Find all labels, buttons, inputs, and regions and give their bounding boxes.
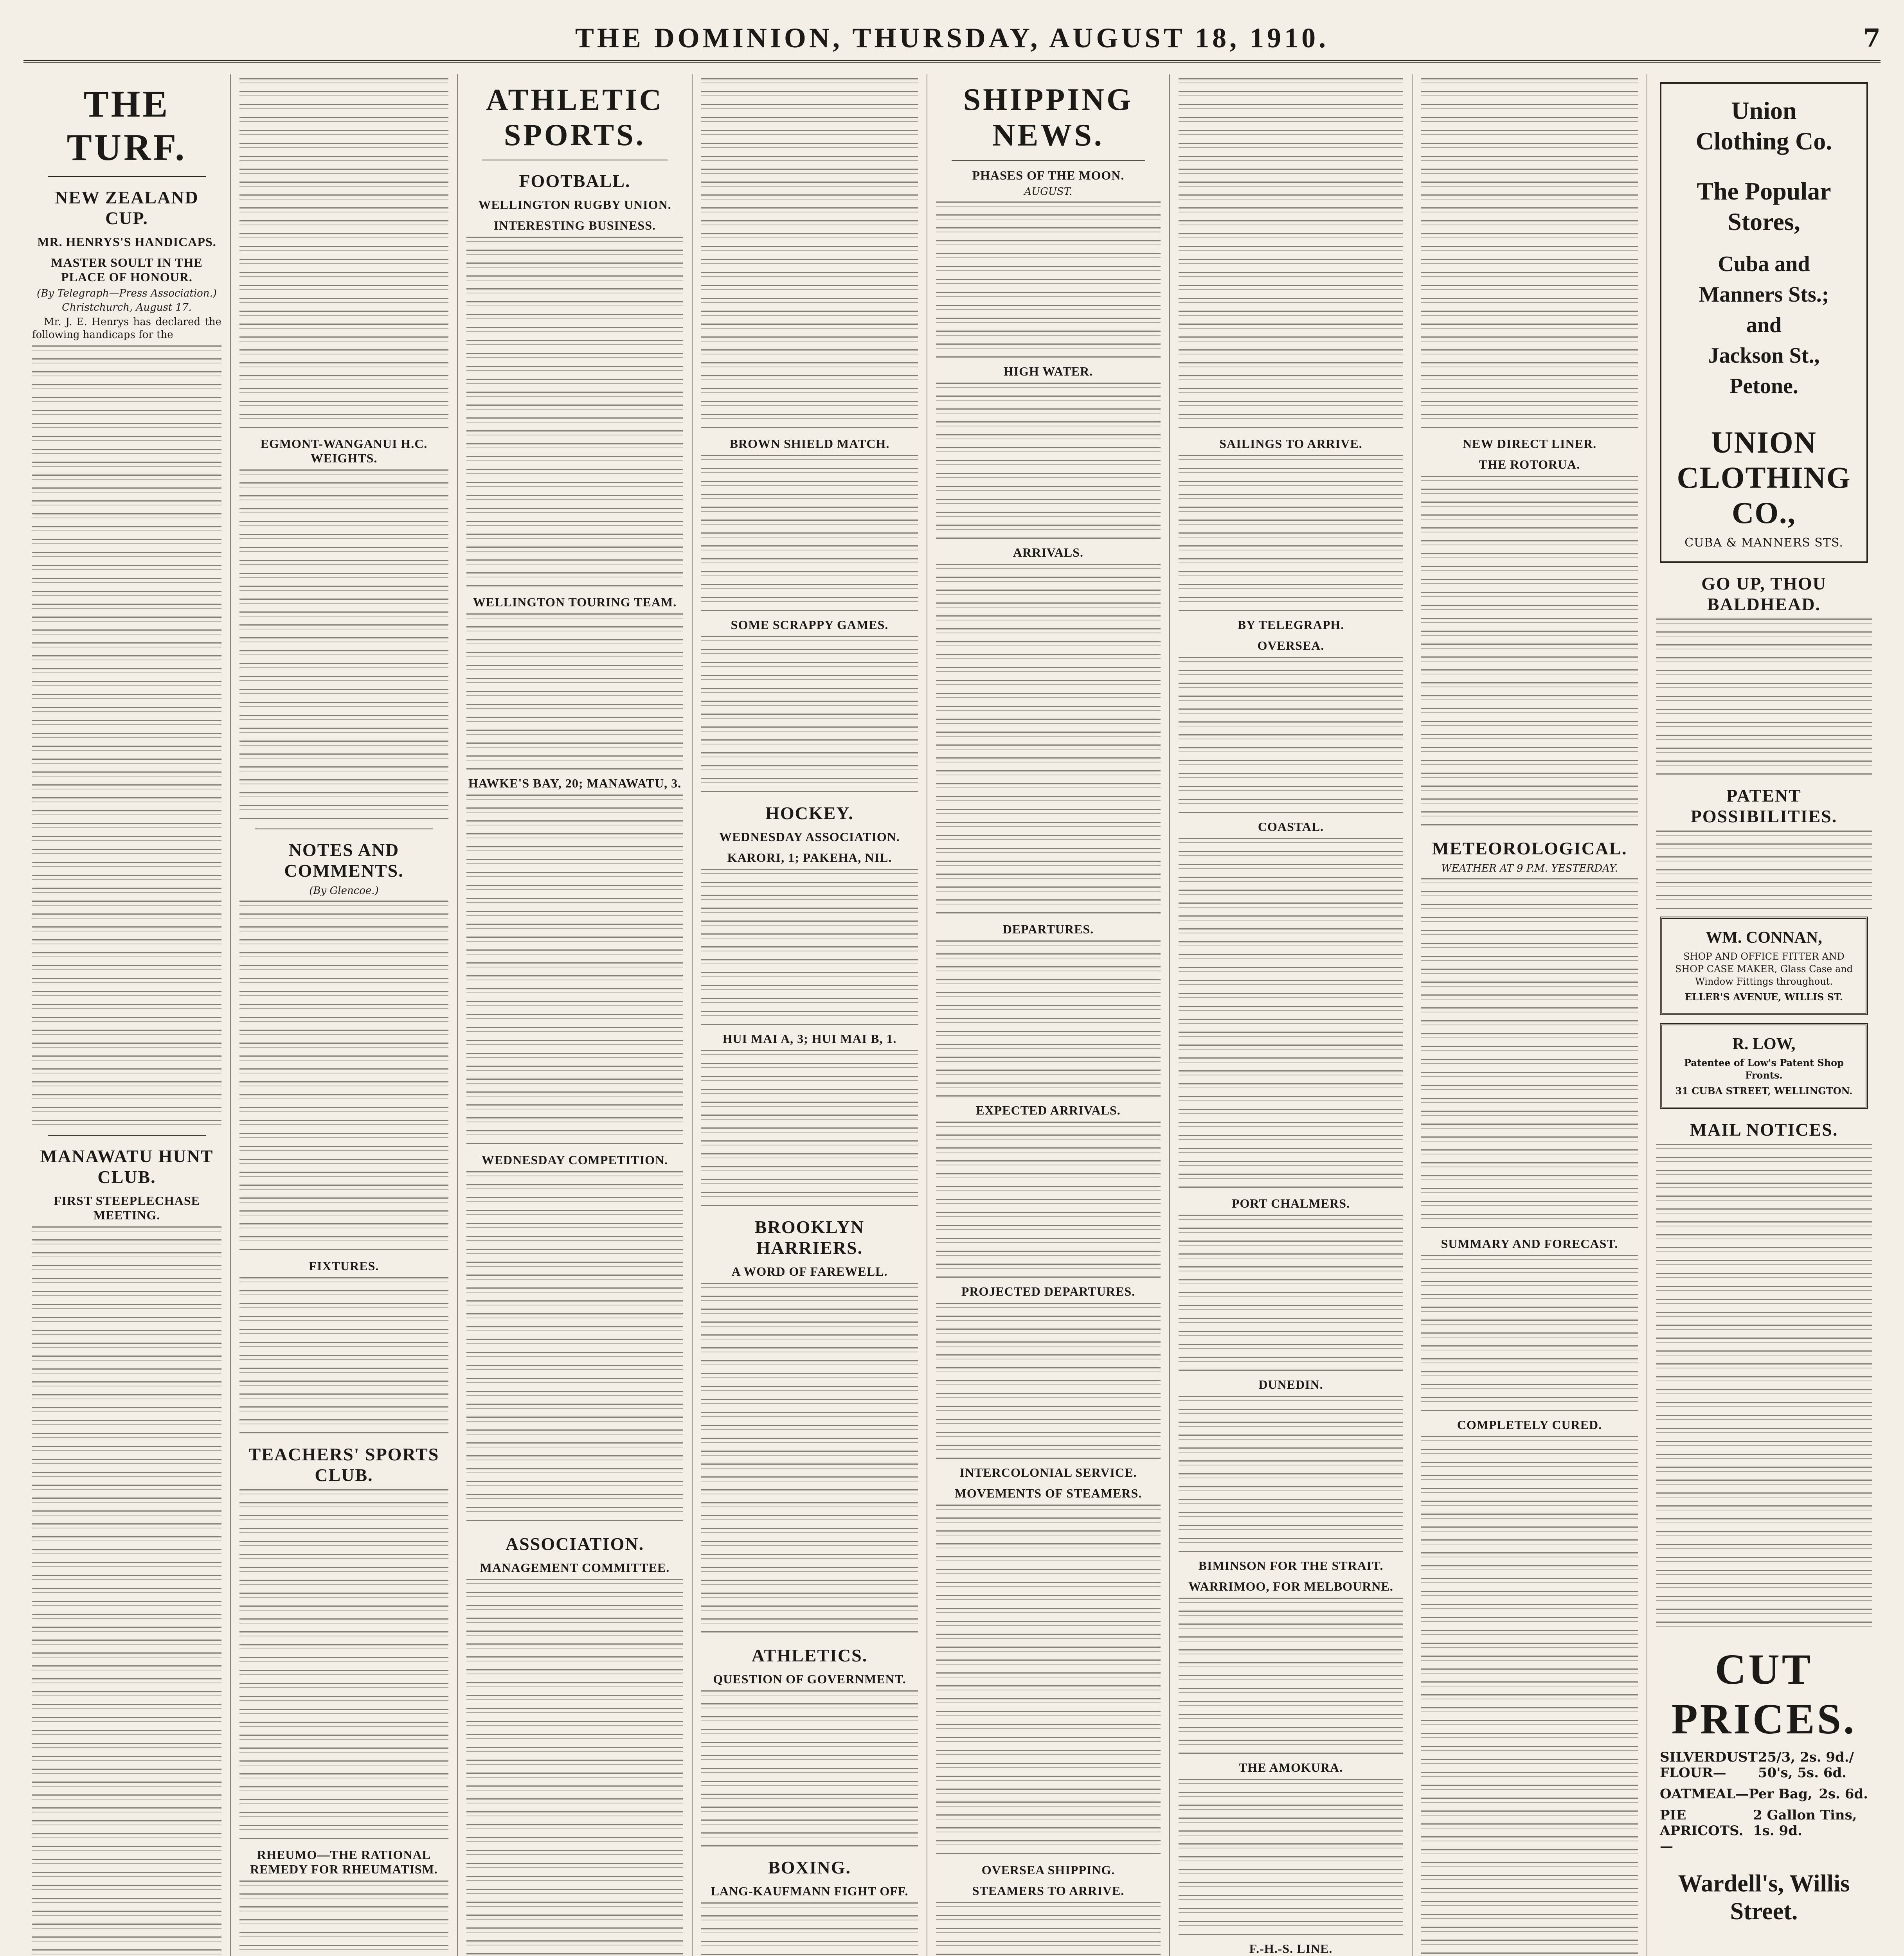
weather-text xyxy=(1421,878,1638,1230)
departures-text xyxy=(936,940,1161,1097)
arrivals-text xyxy=(936,564,1161,916)
athletics-heading: ATHLETICS. xyxy=(751,1645,868,1665)
rheumo-text xyxy=(239,1880,448,1956)
baldhead-text xyxy=(1656,618,1872,775)
oversea-text xyxy=(1179,657,1403,813)
low-ad xyxy=(1660,1023,1868,1109)
departures-heading: DEPARTURES. xyxy=(1002,922,1094,936)
lang-kaufmann-heading: LANG-KAUFMANN FIGHT OFF. xyxy=(711,1884,909,1898)
hui-mai-text xyxy=(701,1050,918,1206)
column-racing-notes xyxy=(231,74,458,1956)
low-name: R. LOW, xyxy=(1732,1035,1796,1053)
divider xyxy=(48,1135,206,1136)
warrimoo-heading: WARRIMOO, FOR MELBOURNE. xyxy=(1188,1579,1393,1593)
amokura-text xyxy=(1179,1779,1403,1935)
column-shipping-continued xyxy=(1170,74,1413,1956)
association-text xyxy=(466,1579,683,1956)
football-heading: FOOTBALL. xyxy=(519,171,631,191)
intercolonial-heading: INTERCOLONIAL SERVICE. xyxy=(959,1465,1137,1480)
union-clothing-address: CUBA & MANNERS STS. xyxy=(1684,536,1843,550)
ad-line: Jackson St., xyxy=(1708,343,1820,368)
arrivals-heading: ARRIVALS. xyxy=(1013,545,1083,559)
cut-prices-heading: CUT PRICES. xyxy=(1671,1645,1857,1743)
scrappy-games-heading: SOME SCRAPPY GAMES. xyxy=(731,618,889,632)
association-heading: ASSOCIATION. xyxy=(505,1534,644,1554)
moon-table xyxy=(936,201,1161,358)
dateline: Christchurch, August 17. xyxy=(62,302,192,313)
connan-address: ELLER'S AVENUE, WILLIS ST. xyxy=(1684,991,1843,1003)
biminson-heading: BIMINSON FOR THE STRAIT. xyxy=(1198,1559,1384,1573)
brown-shield-text xyxy=(701,455,918,611)
ad-line: Clothing Co. xyxy=(1695,127,1832,155)
notes-comments-heading: NOTES AND COMMENTS. xyxy=(284,840,404,881)
cured-text xyxy=(1421,1436,1638,1956)
column-shipping-news xyxy=(927,74,1170,1956)
rugby-union-text xyxy=(466,237,683,589)
farewell-heading: A WORD OF FAREWELL. xyxy=(731,1264,888,1278)
price-line xyxy=(1660,1786,1868,1802)
egmont-weights-heading: EGMONT-WANGANUI H.C. WEIGHTS. xyxy=(260,437,428,465)
connan-name: WM. CONNAN, xyxy=(1706,929,1822,947)
oversea-shipping-heading: OVERSEA SHIPPING. xyxy=(981,1863,1115,1877)
moon-phases-heading: PHASES OF THE MOON. xyxy=(972,168,1125,182)
steeplechase-subheading: FIRST STEEPLECHASE MEETING. xyxy=(54,1194,200,1222)
athletics-text xyxy=(701,1690,918,1847)
price-value: 2 Gallon Tins, 1s. 9d. xyxy=(1753,1807,1857,1839)
warrimoo-text xyxy=(1179,1598,1403,1754)
price-line xyxy=(1660,1749,1868,1781)
rotorua-heading: THE ROTORUA. xyxy=(1479,457,1580,471)
amokura-heading: THE AMOKURA. xyxy=(1238,1760,1343,1774)
ad-line: The Popular xyxy=(1697,177,1831,205)
ad-line: Union xyxy=(1731,97,1797,124)
boxing-heading: BOXING. xyxy=(768,1857,851,1877)
karori-pakeha-heading: KARORI, 1; PAKEHA, NIL. xyxy=(727,850,892,865)
sailings-text xyxy=(1179,455,1403,611)
rugby-continued-text xyxy=(701,78,918,430)
wardell-footer: Wardell's, Willis Street. xyxy=(1678,1870,1850,1925)
union-clothing-ad xyxy=(1660,82,1868,563)
notes-byline: (By Glencoe.) xyxy=(309,885,379,897)
direct-liner-heading: NEW DIRECT LINER. xyxy=(1462,437,1597,451)
patent-text xyxy=(1656,831,1872,909)
connan-ad xyxy=(1660,917,1868,1015)
teachers-sports-heading: TEACHERS' SPORTS CLUB. xyxy=(248,1444,439,1485)
shipping-tail-text xyxy=(1421,78,1638,430)
nz-cup-heading: NEW ZEALAND CUP. xyxy=(55,187,199,228)
by-telegraph-heading: BY TELEGRAPH. xyxy=(1237,618,1344,632)
low-subtitle: Patentee of Low's Patent Shop Fronts. xyxy=(1684,1057,1844,1081)
price-value: 25/3, 2s. 9d./ 50's, 5s. 6d. xyxy=(1758,1749,1854,1781)
hui-mai-heading: HUI MAI A, 3; HUI MAI B, 1. xyxy=(722,1032,897,1046)
notes-text xyxy=(239,901,448,1253)
racing-report-text xyxy=(239,78,448,430)
harriers-text xyxy=(701,1283,918,1635)
wednesday-competition-heading: WEDNESDAY COMPETITION. xyxy=(481,1153,668,1167)
divider xyxy=(48,176,206,177)
low-address: 31 CUBA STREET, WELLINGTON. xyxy=(1675,1085,1853,1097)
telegraph-credit: (By Telegraph—Press Association.) xyxy=(37,288,217,299)
patent-heading: PATENT POSSIBILITIES. xyxy=(1690,786,1837,826)
ad-line: Stores, xyxy=(1728,208,1800,236)
master-soult-subheading: MASTER SOULT IN THE PLACE OF HONOUR. xyxy=(51,255,203,284)
forecast-heading: SUMMARY AND FORECAST. xyxy=(1441,1237,1618,1251)
ad-line: Manners Sts.; xyxy=(1699,282,1829,307)
rotorua-text xyxy=(1421,476,1638,828)
fixtures-heading: FIXTURES. xyxy=(309,1259,379,1273)
oversea-heading: OVERSEA. xyxy=(1257,638,1325,653)
ad-line: Cuba and xyxy=(1718,252,1810,276)
manawatu-hunt-heading: MANAWATU HUNT CLUB. xyxy=(40,1146,214,1187)
shipping-news-heading: SHIPPING NEWS. xyxy=(963,83,1134,153)
boxing-text xyxy=(701,1902,918,1956)
hockey-heading: HOCKEY. xyxy=(765,803,854,823)
handicap-lead: Mr. J. E. Henrys has declared the following handicaps for the xyxy=(32,316,221,341)
coastal-text xyxy=(1179,838,1403,1190)
teachers-text xyxy=(239,1489,448,1841)
newspaper-title: THE DOMINION, THURSDAY, AUGUST 18, 1910. xyxy=(575,22,1329,54)
sailings-heading: SAILINGS TO ARRIVE. xyxy=(1219,437,1362,451)
divider xyxy=(952,160,1145,161)
weights-text xyxy=(239,469,448,822)
hawkes-bay-text xyxy=(466,795,683,1147)
high-water-text xyxy=(936,383,1161,539)
projected-departures-heading: PROJECTED DEPARTURES. xyxy=(961,1284,1136,1298)
hockey-text xyxy=(701,869,918,1025)
price-value: 2s. 6d. xyxy=(1819,1786,1868,1802)
rheumo-heading: RHEUMO—THE RATIONAL REMEDY FOR RHEUMATISM. xyxy=(250,1848,438,1876)
fhs-line-heading: F.-H.-S. LINE. xyxy=(1249,1942,1333,1956)
masthead xyxy=(23,16,1881,63)
expected-arrivals-heading: EXPECTED ARRIVALS. xyxy=(976,1103,1121,1117)
touring-team-heading: WELLINGTON TOURING TEAM. xyxy=(473,595,677,609)
price-item: OATMEAL—Per Bag, xyxy=(1660,1786,1812,1802)
ad-line: Petone. xyxy=(1729,374,1798,398)
fixtures-text xyxy=(239,1277,448,1434)
wednesday-association-heading: WEDNESDAY ASSOCIATION. xyxy=(719,830,900,844)
high-water-heading: HIGH WATER. xyxy=(1003,364,1093,378)
hawkes-bay-heading: HAWKE'S BAY, 20; MANAWATU, 3. xyxy=(468,776,682,790)
government-heading: QUESTION OF GOVERNMENT. xyxy=(713,1672,906,1686)
completely-cured-heading: COMPLETELY CURED. xyxy=(1457,1418,1602,1432)
steamers-text xyxy=(936,1902,1161,1956)
price-item: SILVERDUST FLOUR— xyxy=(1660,1749,1758,1781)
dunedin-text xyxy=(1179,1396,1403,1552)
baldhead-heading: GO UP, THOU BALDHEAD. xyxy=(1701,573,1827,614)
price-line xyxy=(1660,1807,1868,1854)
coastal-heading: COASTAL. xyxy=(1258,820,1324,834)
connan-description: SHOP AND OFFICE FITTER AND SHOP CASE MAKER, Glass Case and Window Fittings throughout. xyxy=(1675,951,1853,987)
steamers-to-arrive-heading: STEAMERS TO ARRIVE. xyxy=(972,1884,1125,1898)
port-chalmers-heading: PORT CHALMERS. xyxy=(1231,1196,1350,1210)
brooklyn-harriers-heading: BROOKLYN HARRIERS. xyxy=(754,1217,865,1258)
turf-heading: THE TURF. xyxy=(67,83,187,168)
column-turf xyxy=(23,74,231,1956)
rugby-union-subheading: WELLINGTON RUGBY UNION. xyxy=(478,198,671,212)
movements-heading: MOVEMENTS OF STEAMERS. xyxy=(954,1486,1142,1500)
wednesday-text xyxy=(466,1171,683,1523)
handicaps-subheading: MR. HENRYS'S HANDICAPS. xyxy=(37,235,216,249)
shipping-continued-text xyxy=(1179,78,1403,430)
dunedin-heading: DUNEDIN. xyxy=(1258,1377,1323,1391)
port-chalmers-text xyxy=(1179,1215,1403,1371)
union-clothing-title: UNION CLOTHING CO., xyxy=(1677,425,1851,530)
projected-departures-text xyxy=(936,1303,1161,1459)
handicap-list-text xyxy=(32,345,221,1128)
page-number: 7 xyxy=(1863,23,1881,53)
mail-notices-heading: MAIL NOTICES. xyxy=(1690,1120,1838,1140)
athletic-sports-heading: ATHLETIC SPORTS. xyxy=(486,83,664,152)
scrappy-games-text xyxy=(701,636,918,793)
forecast-text xyxy=(1421,1255,1638,1411)
expected-arrivals-text xyxy=(936,1122,1161,1278)
mail-notices-text xyxy=(1656,1144,1872,1633)
steeplechase-text xyxy=(32,1226,221,1956)
movements-text xyxy=(936,1505,1161,1857)
column-advertisements xyxy=(1647,74,1881,1956)
price-item: PIE APRICOTS.— xyxy=(1660,1807,1744,1854)
column-sports-continued xyxy=(693,74,927,1956)
column-athletic-sports xyxy=(458,74,693,1956)
interesting-business-subheading: INTERESTING BUSINESS. xyxy=(493,218,656,232)
column-news xyxy=(1413,74,1647,1956)
brown-shield-heading: BROWN SHIELD MATCH. xyxy=(729,437,890,451)
meteorological-heading: METEOROLOGICAL. xyxy=(1432,838,1627,858)
management-committee-heading: MANAGEMENT COMMITTEE. xyxy=(480,1560,670,1575)
page-columns xyxy=(23,74,1881,1956)
touring-team-text xyxy=(466,613,683,770)
moon-month: AUGUST. xyxy=(1024,186,1073,198)
ad-line: and xyxy=(1746,313,1782,337)
weather-subheading: WEATHER AT 9 P.M. YESTERDAY. xyxy=(1441,863,1618,874)
